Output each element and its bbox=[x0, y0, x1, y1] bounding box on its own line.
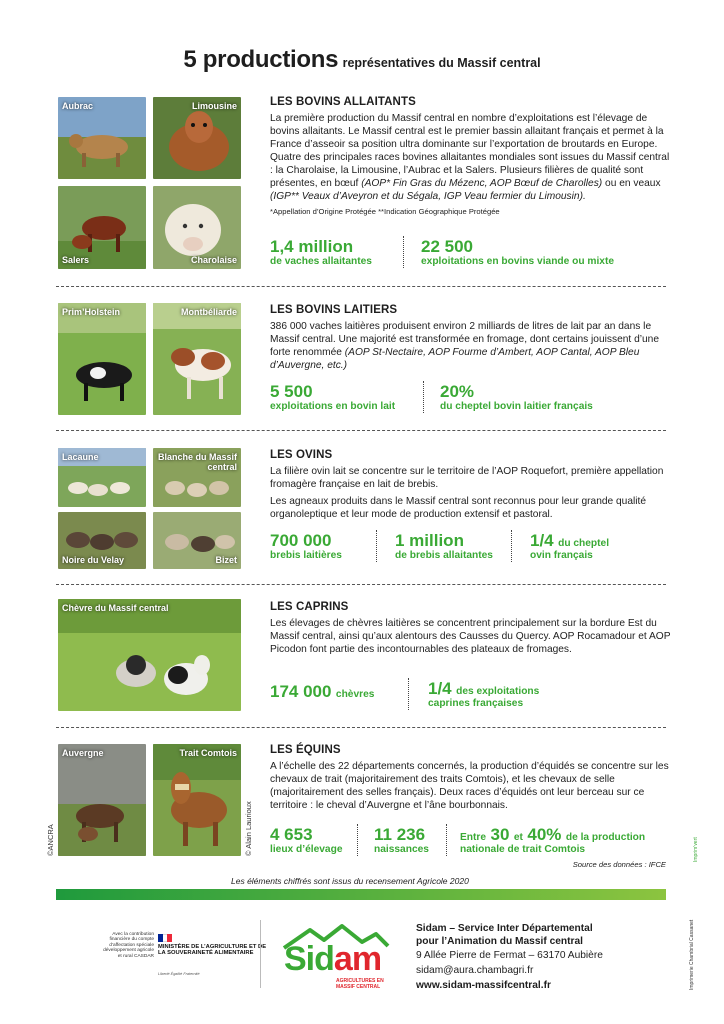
photo-aubrac bbox=[58, 97, 146, 179]
photo-credit: ©ANCRA bbox=[46, 824, 55, 856]
stat-vaches-allaitantes bbox=[270, 238, 372, 268]
section-title-caprins: LES CAPRINS bbox=[270, 601, 349, 613]
text-italic: (IGP** Veaux d’Aveyron et du Ségala, IGP Veau fermier du Limousin). bbox=[270, 191, 586, 202]
stat-number: 11 236 bbox=[374, 825, 426, 844]
title-main: 5 productions bbox=[183, 46, 339, 73]
photo-trait-comtois bbox=[153, 744, 241, 856]
contact-block bbox=[416, 922, 603, 993]
stat-divider bbox=[376, 530, 377, 562]
stat-conj: et bbox=[513, 832, 523, 843]
stat-exploitations-bovin-lait bbox=[270, 383, 395, 413]
stat-divider bbox=[408, 678, 409, 710]
stat-unit: de la production bbox=[565, 832, 646, 843]
logo-word-part2: am bbox=[333, 940, 382, 978]
stat-divider bbox=[511, 530, 512, 562]
photo-prim-holstein bbox=[58, 303, 146, 415]
org-name-line2: pour l’Animation du Massif central bbox=[416, 936, 583, 947]
section-title-equins: LES ÉQUINS bbox=[270, 744, 341, 756]
imprimvert-mark bbox=[693, 837, 699, 862]
photo-label: Aubrac bbox=[62, 101, 94, 111]
stat-number: 1,4 million bbox=[270, 237, 354, 256]
stat-divider bbox=[403, 236, 404, 268]
stat-prefix: Entre bbox=[460, 832, 487, 843]
stat-brebis-laitieres bbox=[270, 532, 342, 562]
stat-lieux-elevage bbox=[270, 826, 342, 856]
recensement-note: Les éléments chiffrés sont issus du recensement Agricole 2020 bbox=[231, 876, 469, 886]
stat-number: 4 653 bbox=[270, 825, 313, 844]
stat-unit: chèvres bbox=[335, 689, 375, 700]
stat-exploitations-viande bbox=[421, 238, 614, 268]
photo-lacaune bbox=[58, 448, 146, 507]
website-link[interactable]: www.sidam-massifcentral.fr bbox=[416, 980, 551, 991]
stat-label: ovin français bbox=[530, 549, 593, 561]
section-title-bovins-laitiers: LES BOVINS LAITIERS bbox=[270, 304, 398, 316]
photo-bizet bbox=[153, 512, 241, 569]
text-italic: (AOP St-Nectaire, AOP Fourme d’Ambert, AOP Cantal, AOP Bleu d’Auvergne, etc.) bbox=[270, 347, 640, 371]
photo-label: Lacaune bbox=[62, 452, 99, 462]
photo-limousine bbox=[153, 97, 241, 179]
imprimvert-label: Imprim’vert bbox=[693, 837, 699, 862]
photo-label: Salers bbox=[62, 255, 90, 265]
photo-label: Chèvre du Massif central bbox=[62, 603, 169, 613]
stat-number: 5 500 bbox=[270, 382, 313, 401]
stat-unit: du cheptel bbox=[558, 538, 610, 549]
photo-label: Trait Comtois bbox=[179, 748, 237, 758]
photo-label: Prim’Holstein bbox=[62, 307, 121, 317]
stat-divider bbox=[446, 824, 447, 856]
photo-charolaise bbox=[153, 186, 241, 269]
photo-label: Limousine bbox=[191, 101, 237, 111]
text-italic: (AOP* Fin Gras du Mézenc, AOP Bœuf de Charolles) bbox=[361, 178, 603, 189]
text-paragraph: La filière ovin lait se concentre sur le territoire de l’AOP Roquefort, première appellation fromagère française en lait de brebis. bbox=[270, 466, 664, 490]
stat-divider bbox=[423, 381, 424, 413]
address: 9 Allée Pierre de Fermat – 63170 Aubière bbox=[416, 950, 603, 961]
photo-label: Bizet bbox=[215, 555, 237, 565]
stat-label: brebis laitières bbox=[270, 549, 342, 561]
ministry-block bbox=[102, 932, 272, 982]
page-title bbox=[0, 46, 724, 74]
stat-divider bbox=[357, 824, 358, 856]
section-divider bbox=[56, 584, 666, 585]
photo-chevre-massif-central bbox=[58, 599, 241, 711]
ministry-name: MINISTÈRE DE L’AGRICULTURE ET DE LA SOUVERAINETÉ ALIMENTAIRE bbox=[158, 944, 267, 957]
stat-naissances bbox=[374, 826, 429, 856]
stat-label: caprines françaises bbox=[428, 697, 524, 709]
section-text-bovins-allaitants bbox=[270, 112, 672, 218]
title-sub: représentatives du Massif central bbox=[342, 56, 541, 70]
section-title-bovins-allaitants: LES BOVINS ALLAITANTS bbox=[270, 96, 416, 108]
stat-label: de brebis allaitantes bbox=[395, 549, 493, 561]
stat-label: exploitations en bovins viande ou mixte bbox=[421, 255, 615, 267]
stat-number: 1/4 bbox=[428, 679, 452, 698]
stat-number: 22 500 bbox=[421, 237, 473, 256]
data-source: Source des données : IFCE bbox=[572, 860, 666, 869]
section-text-equins: A l’échelle des 22 départements concernés, la production d’équidés se concentre sur les chevaux de trait (majoritairement des traits Comtois), et les chevaux de selle (majoritairement des selles français). Deux races d’équidés ont leur berceau sur ce territoire : le cheval d’Auvergne et l’âne bourbonnais. bbox=[270, 761, 669, 811]
section-text-ovins bbox=[270, 465, 672, 521]
section-title-ovins: LES OVINS bbox=[270, 449, 333, 461]
photo-label: Charolaise bbox=[190, 255, 237, 265]
footer-divider bbox=[260, 920, 261, 988]
stat-cheptel-laitier bbox=[440, 383, 593, 413]
text-main: 386 000 vaches laitières produisent environ 2 milliards de litres de lait par an dans le Massif central. Une majorité est transformée en fromage, dont certains jouissent d’une forte renommée bbox=[270, 321, 660, 358]
photo-montbeliarde bbox=[153, 303, 241, 415]
stat-label: nationale de trait Comtois bbox=[460, 843, 586, 855]
photo-salers bbox=[58, 186, 146, 269]
stat-number: 1 million bbox=[395, 531, 464, 550]
stat-label: de vaches allaitantes bbox=[270, 255, 372, 267]
photo-blanche-massif-central bbox=[153, 448, 241, 507]
stat-number: 30 bbox=[490, 825, 510, 844]
section-divider bbox=[56, 286, 666, 287]
text-mid: ou en veaux bbox=[605, 178, 661, 189]
stat-number: 40% bbox=[527, 825, 562, 844]
photo-label: Noire du Velay bbox=[62, 555, 125, 565]
logo-wordmark bbox=[284, 940, 381, 979]
section-text-caprins: Les élevages de chèvres laitières se concentrent principalement sur la bordure Est du Massif central, ainsi qu’aux alentours des Causses du Quercy. AOP Rocamadour et AOP Picodon font partie des incontournables des plateaux de fromages. bbox=[270, 618, 671, 655]
stat-production-comtois bbox=[460, 826, 645, 856]
section-divider bbox=[56, 727, 666, 728]
section-text-bovins-laitiers bbox=[270, 320, 672, 372]
org-name-line1: Sidam – Service Inter Départemental bbox=[416, 923, 593, 934]
email-link[interactable]: sidam@aura.chambagri.fr bbox=[416, 965, 534, 976]
stat-label: du cheptel bovin laitier français bbox=[440, 400, 593, 412]
stat-number: 1/4 bbox=[530, 531, 554, 550]
stat-label: lieux d’élevage bbox=[270, 843, 343, 855]
printer-name: Imprimerie Chambrial Cassanet bbox=[689, 919, 695, 990]
logo-tagline: AGRICULTURES EN MASSIF CENTRAL bbox=[336, 978, 384, 990]
stat-cheptel-ovin bbox=[530, 532, 609, 562]
text-main: La première production du Massif central en nombre d’exploitations est l’élevage de bovins allaitants. Le Massif central est le premier bassin allaitant français et permet à la France d’asseoir sa position ultra dominante sur l’exportation de broutards en Europe. Quatre des principales races bovines allaitantes mondiales sont issues du Massif central : la Charolaise, la Limousine, l’Aubrac et la Salers. Plusieurs filières de qualité sont présentes, en bœuf bbox=[270, 113, 670, 189]
stat-number: 700 000 bbox=[270, 531, 332, 550]
sidam-logo bbox=[280, 922, 392, 994]
photo-auvergne bbox=[58, 744, 146, 856]
stat-chevres bbox=[270, 683, 374, 702]
photo-label: Blanche du Massif central bbox=[157, 452, 237, 472]
logo-word-part1: Sid bbox=[284, 940, 334, 978]
photo-label: Auvergne bbox=[62, 748, 104, 758]
stat-unit: des exploitations bbox=[456, 686, 540, 697]
printer-credit bbox=[689, 920, 695, 990]
green-bar bbox=[56, 889, 666, 900]
casdar-text: Avec la contribution financière du compte d’affectation spéciale développement agricole et rural CASDAR bbox=[103, 932, 154, 959]
photo-noire-du-velay bbox=[58, 512, 146, 569]
photo-credit: © Alain Laurioux bbox=[244, 801, 253, 856]
stat-brebis-allaitantes bbox=[395, 532, 493, 562]
footnote: *Appellation d’Origine Protégée **Indication Géographique Protégée bbox=[270, 207, 500, 216]
stat-number: 20% bbox=[440, 382, 475, 401]
stat-label: naissances bbox=[374, 843, 429, 855]
text-paragraph: Les agneaux produits dans le Massif central sont reconnus pour leur grande qualité organoleptique et leur mode de production extensif et pastoral. bbox=[270, 496, 647, 520]
french-flag-icon bbox=[158, 934, 172, 942]
stat-exploitations-caprines bbox=[428, 680, 539, 710]
republic-motto: Liberté Égalité Fraternité bbox=[158, 972, 200, 976]
photo-label: Montbéliarde bbox=[180, 307, 237, 317]
section-divider bbox=[56, 430, 666, 431]
stat-number: 174 000 bbox=[270, 682, 332, 701]
stat-label: exploitations en bovin lait bbox=[270, 400, 396, 412]
